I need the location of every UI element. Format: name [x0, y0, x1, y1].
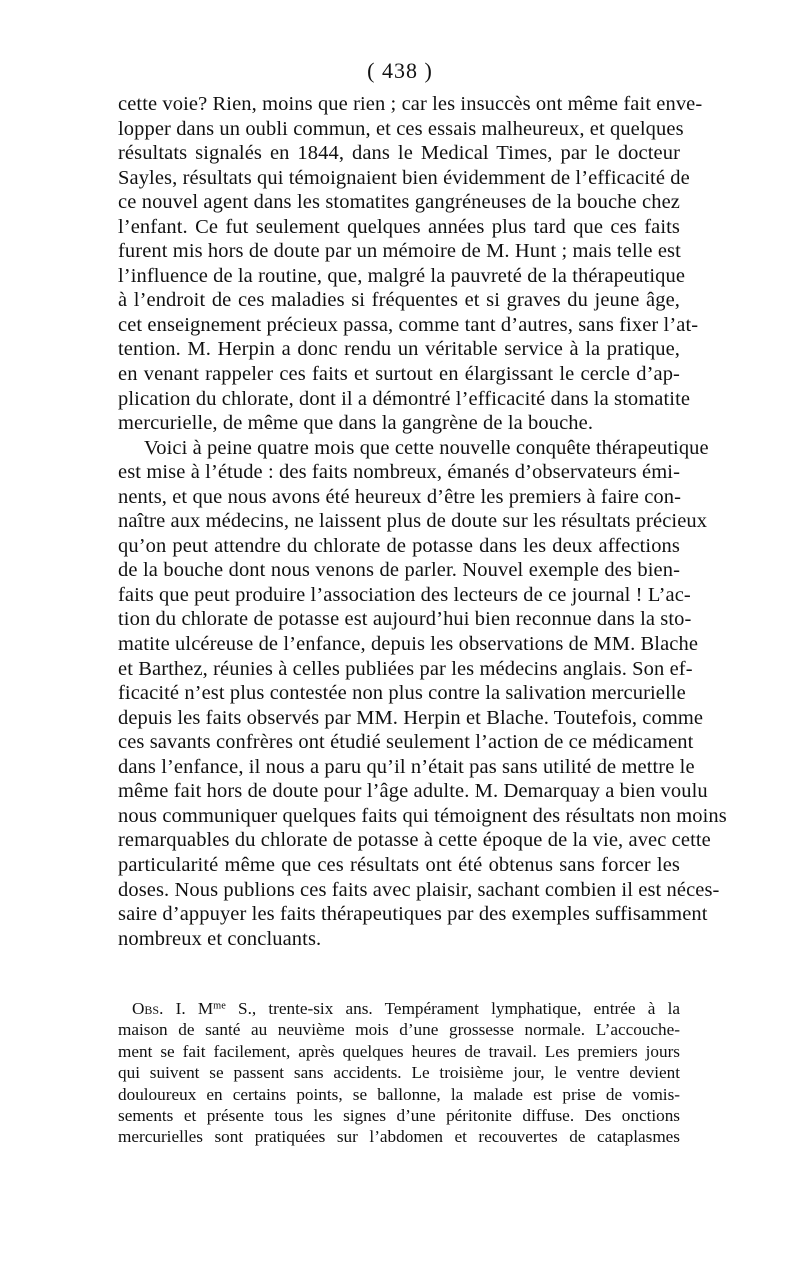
text-line: nombreux et concluants. [118, 927, 322, 950]
text-line: qu’on peut attendre du chlorate de potasse dans les deux affections [118, 534, 680, 557]
observation-line: ment se fait facilement, après quelques heures de travail. Les premiers jours [118, 1041, 680, 1061]
text-line: remarquables du chlorate de potasse à cette époque de la vie, avec cette [118, 829, 711, 852]
text-line: tion du chlorate de potasse est aujourd’hui bien reconnue dans la sto- [118, 608, 692, 631]
text-line: Sayles, résultats qui témoignaient bien évidemment de l’efficacité de [118, 166, 690, 189]
text-line: résultats signalés en 1844, dans le Medical Times, par le docteur [118, 142, 680, 165]
observation-block [118, 998, 680, 1148]
text-line: en venant rappeler ces faits et surtout en élargissant le cercle d’ap- [118, 363, 680, 386]
text-line: naître aux médecins, ne laissent plus de doute sur les résultats précieux [118, 510, 708, 533]
text-line: et Barthez, réunies à celles publiées par les médecins anglais. Son ef- [118, 657, 693, 680]
text-line: cet enseignement précieux passa, comme tant d’autres, sans fixer l’at- [118, 313, 699, 336]
text-line: à l’endroit de ces maladies si fréquentes et si graves du jeune âge, [118, 289, 680, 312]
text-line: ces savants confrères ont étudié seulement l’action de ce médicament [118, 731, 694, 754]
text-line: est mise à l’étude : des faits nombreux, émanés d’observateurs émi- [118, 461, 680, 484]
text-line: depuis les faits observés par MM. Herpin et Blache. Toutefois, comme [118, 706, 704, 729]
text-line: doses. Nous publions ces faits avec plaisir, sachant combien il est néces- [118, 878, 720, 901]
text-line: l’influence de la routine, que, malgré la pauvreté de la thérapeutique [118, 264, 686, 287]
text-line: même fait hors de doute pour l’âge adulte. M. Demarquay a bien voulu [118, 780, 708, 803]
text-line: furent mis hors de doute par un mémoire de M. Hunt ; mais telle est [118, 240, 681, 263]
text-line: Voici à peine quatre mois que cette nouvelle conquête thérapeutique [144, 436, 709, 459]
text-line: particularité même que ces résultats ont été obtenus sans forcer les [118, 853, 680, 876]
text-line: matite ulcéreuse de l’enfance, depuis les observations de MM. Blache [118, 633, 699, 656]
text-line: nents, et que nous avons été heureux d’être les premiers à faire con- [118, 485, 682, 508]
text-line: mercurielle, de même que dans la gangrène de la bouche. [118, 412, 594, 435]
observation-first-line-rest: S., trente-six ans. Tempérament lymphatique, entrée à la [225, 999, 681, 1018]
text-line: saire d’appuyer les faits thérapeutiques par des exemples suffisamment [118, 903, 708, 926]
text-line: de la bouche dont nous venons de parler. Nouvel exemple des bien- [118, 559, 680, 582]
text-line: nous communiquer quelques faits qui témoignent des résultats non moins [118, 804, 727, 827]
text-line: plication du chlorate, dont il a démontré l’efficacité dans la stomatite [118, 387, 691, 410]
observation-line: sements et présente tous les signes d’une péritonite diffuse. Des onctions [118, 1105, 680, 1125]
text-line: faits que peut produire l’association des lecteurs de ce journal ! L’ac- [118, 583, 691, 606]
main-text [118, 92, 727, 951]
observation-title-sup: me [213, 1000, 226, 1012]
observation-line: qui suivent se passent sans accidents. Le troisième jour, le ventre devient [118, 1063, 680, 1083]
text-line: cette voie? Rien, moins que rien ; car les insuccès ont même fait enve- [118, 93, 703, 115]
text-line: ce nouvel agent dans les stomatites gangréneuses de la bouche chez [118, 191, 680, 214]
text-line: l’enfant. Ce fut seulement quelques années plus tard que ces faits [118, 215, 680, 238]
text-line: dans l’enfance, il nous a paru qu’il n’était pas sans utilité de mettre le [118, 755, 695, 778]
text-line: lopper dans un oubli commun, et ces essais malheureux, et quelques [118, 117, 684, 140]
observation-line: douloureux en certains points, se ballonne, la malade est prise de vomis- [118, 1084, 680, 1104]
text-line: tention. M. Herpin a donc rendu un véritable service à la pratique, [118, 338, 680, 361]
observation-title-prefix: M [197, 999, 214, 1018]
observation-first-line [118, 998, 680, 1019]
observation-line: maison de santé au neuvième mois d’une grossesse normale. L’accouche- [118, 1020, 680, 1040]
observation-label: Obs. I. [132, 999, 186, 1018]
page-number: ( 438 ) [367, 58, 433, 83]
observation-line: mercurielles sont pratiquées sur l’abdomen et recouvertes de cataplasmes [118, 1127, 680, 1147]
text-line: ficacité n’est plus contestée non plus contre la salivation mercurielle [118, 682, 686, 705]
